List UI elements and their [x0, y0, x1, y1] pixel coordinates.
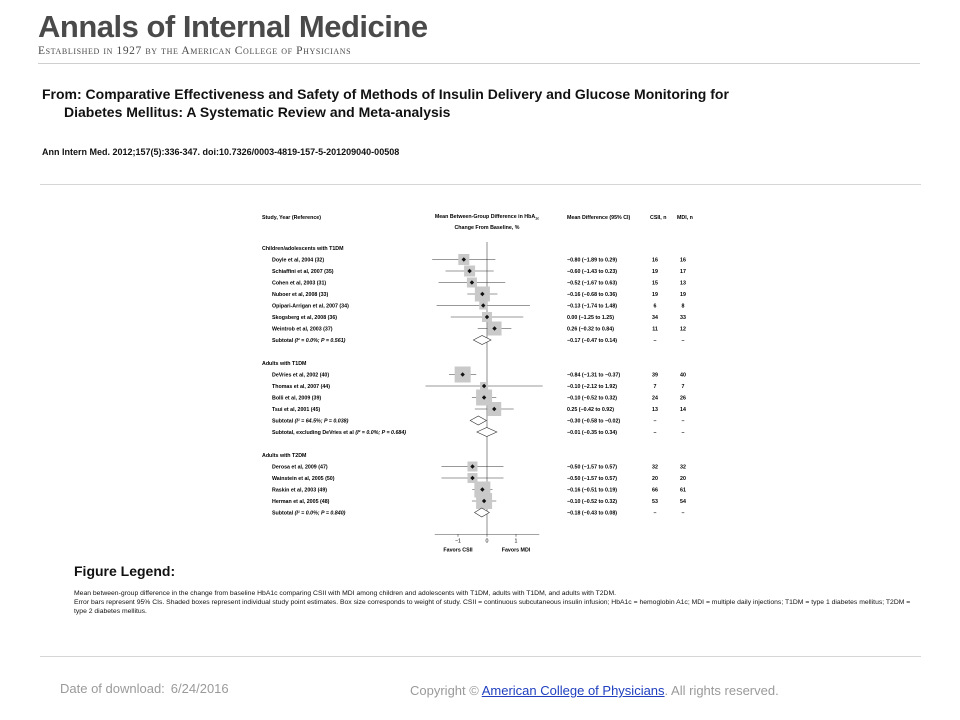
mdi-n: – [681, 338, 685, 344]
article-title [42, 85, 902, 121]
csii-n: 16 [652, 257, 658, 264]
md-value: 0.25 (−0.42 to 0.92) [567, 407, 614, 413]
md-value: −0.16 (−0.51 to 0.19) [567, 487, 618, 494]
csii-n: 6 [653, 303, 657, 310]
mdi-n: 19 [680, 292, 686, 298]
csii-n: – [653, 418, 657, 425]
figure-legend-line2: Error bars represent 95% CIs. Shaded boxes represent individual study point estimates. Box size corresponds to weight of study. CSII = continuous subcutaneous insulin infusion; HbA1c = hemoglobin A1c; MDI = multiple daily injections; T1DM = type 1 diabetes mellitus; T2DM = type 2 diabetes mellitus. [74, 599, 911, 616]
study-label: Tsui et al, 2001 (45) [272, 407, 321, 413]
study-label: Nuboer et al, 2008 (33) [272, 292, 329, 298]
journal-name: Annals of Internal Medicine [38, 9, 428, 44]
csii-n: 53 [652, 499, 658, 505]
mdi-n: 33 [680, 315, 686, 321]
header-divider [38, 63, 920, 64]
subtotal-label: Subtotal (I² = 64.5%; P = 0.038) [272, 418, 349, 425]
divider-bottom [40, 656, 921, 657]
csii-n: 39 [652, 372, 658, 379]
study-label: Thomas et al, 2007 (44) [272, 384, 330, 390]
mdi-n: 16 [680, 257, 686, 264]
forest-plot [258, 207, 708, 554]
subtotal-label: Subtotal (I² = 0.0%; P = 0.561) [272, 338, 346, 344]
md-value: −0.10 (−0.52 to 0.32) [567, 395, 618, 402]
study-label: Skogsberg et al, 2008 (36) [272, 315, 338, 321]
mdi-n: – [681, 418, 685, 425]
md-value: −0.60 (−1.43 to 0.23) [567, 269, 618, 275]
subtotal-stat: (I² = 0.0%; P = 0.684) [355, 430, 407, 436]
pooled-diamond [473, 336, 491, 345]
mdi-n: 8 [681, 303, 685, 310]
copyright-link[interactable]: American College of Physicians [481, 683, 665, 698]
subtotal-stat: (I² = 64.5%; P = 0.038) [294, 418, 349, 425]
study-label: Herman et al, 2005 (48) [272, 499, 330, 505]
mdi-n: 7 [681, 384, 685, 390]
csii-n: 20 [652, 476, 658, 482]
article-citation: Ann Intern Med. 2012;157(5):336-347. doi:10.7326/0003-4819-157-5-201209040-00508 [42, 147, 400, 157]
copyright-suffix: . All rights reserved. [664, 683, 779, 698]
mdi-n: 12 [680, 326, 686, 333]
subgroup-header: Adults with T1DM [262, 361, 307, 367]
pooled-diamond [477, 428, 497, 437]
csii-n: – [653, 430, 657, 436]
subgroup-header: Children/adolescents with T1DM [262, 246, 344, 252]
csii-n: – [653, 338, 657, 344]
subtotal-label: Subtotal, excluding DeVries et al (I² = 0.0%; P = 0.684) [272, 430, 407, 436]
csii-n: 24 [652, 395, 658, 402]
csii-n: 11 [652, 326, 658, 333]
mdi-n: – [681, 510, 685, 517]
md-value: −0.84 (−1.31 to −0.37) [567, 372, 621, 379]
md-value: −0.50 (−1.57 to 0.57) [567, 476, 618, 482]
mdi-n: 54 [680, 499, 686, 505]
md-value: −0.30 (−0.58 to −0.02) [567, 418, 621, 425]
col-header-md: Mean Difference (95% CI) [567, 215, 631, 221]
copyright-notice [410, 683, 779, 698]
study-label: Raskin et al, 2003 (49) [272, 487, 328, 494]
md-value: −0.16 (−0.68 to 0.36) [567, 292, 618, 298]
article-title-line1: From: Comparative Effectiveness and Safety of Methods of Insulin Delivery and Glucose Monitoring for [42, 86, 729, 102]
x-tick-label: 0 [485, 538, 489, 545]
journal-logo [38, 10, 428, 57]
study-label: Weintrob et al, 2003 (37) [272, 326, 333, 333]
copyright-prefix: Copyright © [410, 683, 479, 698]
study-label: Derosa et al, 2009 (47) [272, 464, 328, 471]
study-label: Opipari-Arrigan et al, 2007 (34) [272, 303, 349, 310]
study-label: Bolli et al, 2009 (39) [272, 395, 322, 402]
mdi-n: 40 [680, 372, 686, 379]
axis-label-left: Favors CSII [443, 547, 473, 554]
md-value: −0.18 (−0.43 to 0.08) [567, 510, 618, 517]
study-label: DeVries et al, 2002 (40) [272, 372, 330, 379]
md-value: 0.26 (−0.32 to 0.84) [567, 326, 614, 333]
col-header-effect-sub: 1c [535, 216, 540, 221]
col-header-study: Study, Year (Reference) [262, 215, 321, 221]
csii-n: 34 [652, 315, 658, 321]
study-label: Schiaffini et al, 2007 (35) [272, 269, 334, 275]
col-header-mdi: MDI, n [677, 215, 693, 221]
article-title-line2: Diabetes Mellitus: A Systematic Review and Meta-analysis [64, 104, 451, 120]
mdi-n: 13 [680, 280, 686, 287]
pooled-diamond [470, 416, 486, 425]
md-value: −0.50 (−1.57 to 0.57) [567, 464, 618, 471]
figure-legend-text [74, 589, 924, 617]
mdi-n: 26 [680, 395, 686, 402]
csii-n: 66 [652, 487, 658, 494]
figure-legend-title: Figure Legend: [74, 563, 176, 579]
subgroup-header: Adults with T2DM [262, 453, 307, 459]
download-date-label: Date of download: [60, 681, 165, 696]
md-value: −0.52 (−1.67 to 0.63) [567, 280, 618, 287]
md-value: −0.13 (−1.74 to 1.48) [567, 303, 618, 310]
csii-n: 15 [652, 280, 658, 287]
md-value: −0.10 (−0.52 to 0.32) [567, 499, 618, 505]
axis-label-right: Favors MDI [501, 547, 531, 554]
mdi-n: 20 [680, 476, 686, 482]
mdi-n: 32 [680, 464, 686, 471]
csii-n: 7 [653, 384, 657, 390]
csii-n: 19 [652, 269, 658, 275]
mdi-n: 14 [680, 407, 686, 413]
study-label: Cohen et al, 2003 (31) [272, 280, 327, 287]
mdi-n: – [681, 430, 685, 436]
journal-tagline: Established in 1927 by the American College of Physicians [38, 45, 352, 57]
download-date-value: 6/24/2016 [170, 681, 229, 696]
col-header-effect-2: Change From Baseline, % [454, 225, 520, 231]
md-value: −0.01 (−0.35 to 0.34) [567, 430, 618, 436]
figure-legend-line1: Mean between-group difference in the change from baseline HbA1c comparing CSII with MDI among children and adolescents with T1DM, adults with T1DM, and adults with T2DM. [74, 590, 617, 597]
col-header-effect: Mean Between-Group Difference in HbA$_{1c}$ [434, 214, 540, 221]
csii-n: 19 [652, 292, 658, 298]
subtotal-stat: (I² = 0.0%; P = 0.840) [294, 510, 346, 517]
md-value: −0.80 (−1.89 to 0.29) [567, 257, 618, 264]
csii-n: – [653, 510, 657, 517]
mdi-n: 17 [680, 269, 686, 275]
csii-n: 13 [652, 407, 658, 413]
x-tick-label: −1 [454, 538, 462, 545]
md-value: 0.00 (−1.25 to 1.25) [567, 315, 614, 321]
mdi-n: 61 [680, 487, 686, 494]
md-value: −0.10 (−2.12 to 1.92) [567, 384, 618, 390]
study-label: Doyle et al, 2004 (32) [272, 257, 325, 264]
study-label: Wainstein et al, 2005 (50) [272, 476, 335, 482]
csii-n: 32 [652, 464, 658, 471]
md-value: −0.17 (−0.47 to 0.14) [567, 338, 618, 344]
subtotal-label: Subtotal (I² = 0.0%; P = 0.840) [272, 510, 346, 517]
x-tick-label: 1 [514, 538, 518, 545]
divider-top [40, 184, 921, 185]
col-header-csii: CSII, n [650, 215, 667, 221]
download-date [60, 681, 229, 696]
subtotal-stat: (I² = 0.0%; P = 0.561) [294, 338, 346, 344]
